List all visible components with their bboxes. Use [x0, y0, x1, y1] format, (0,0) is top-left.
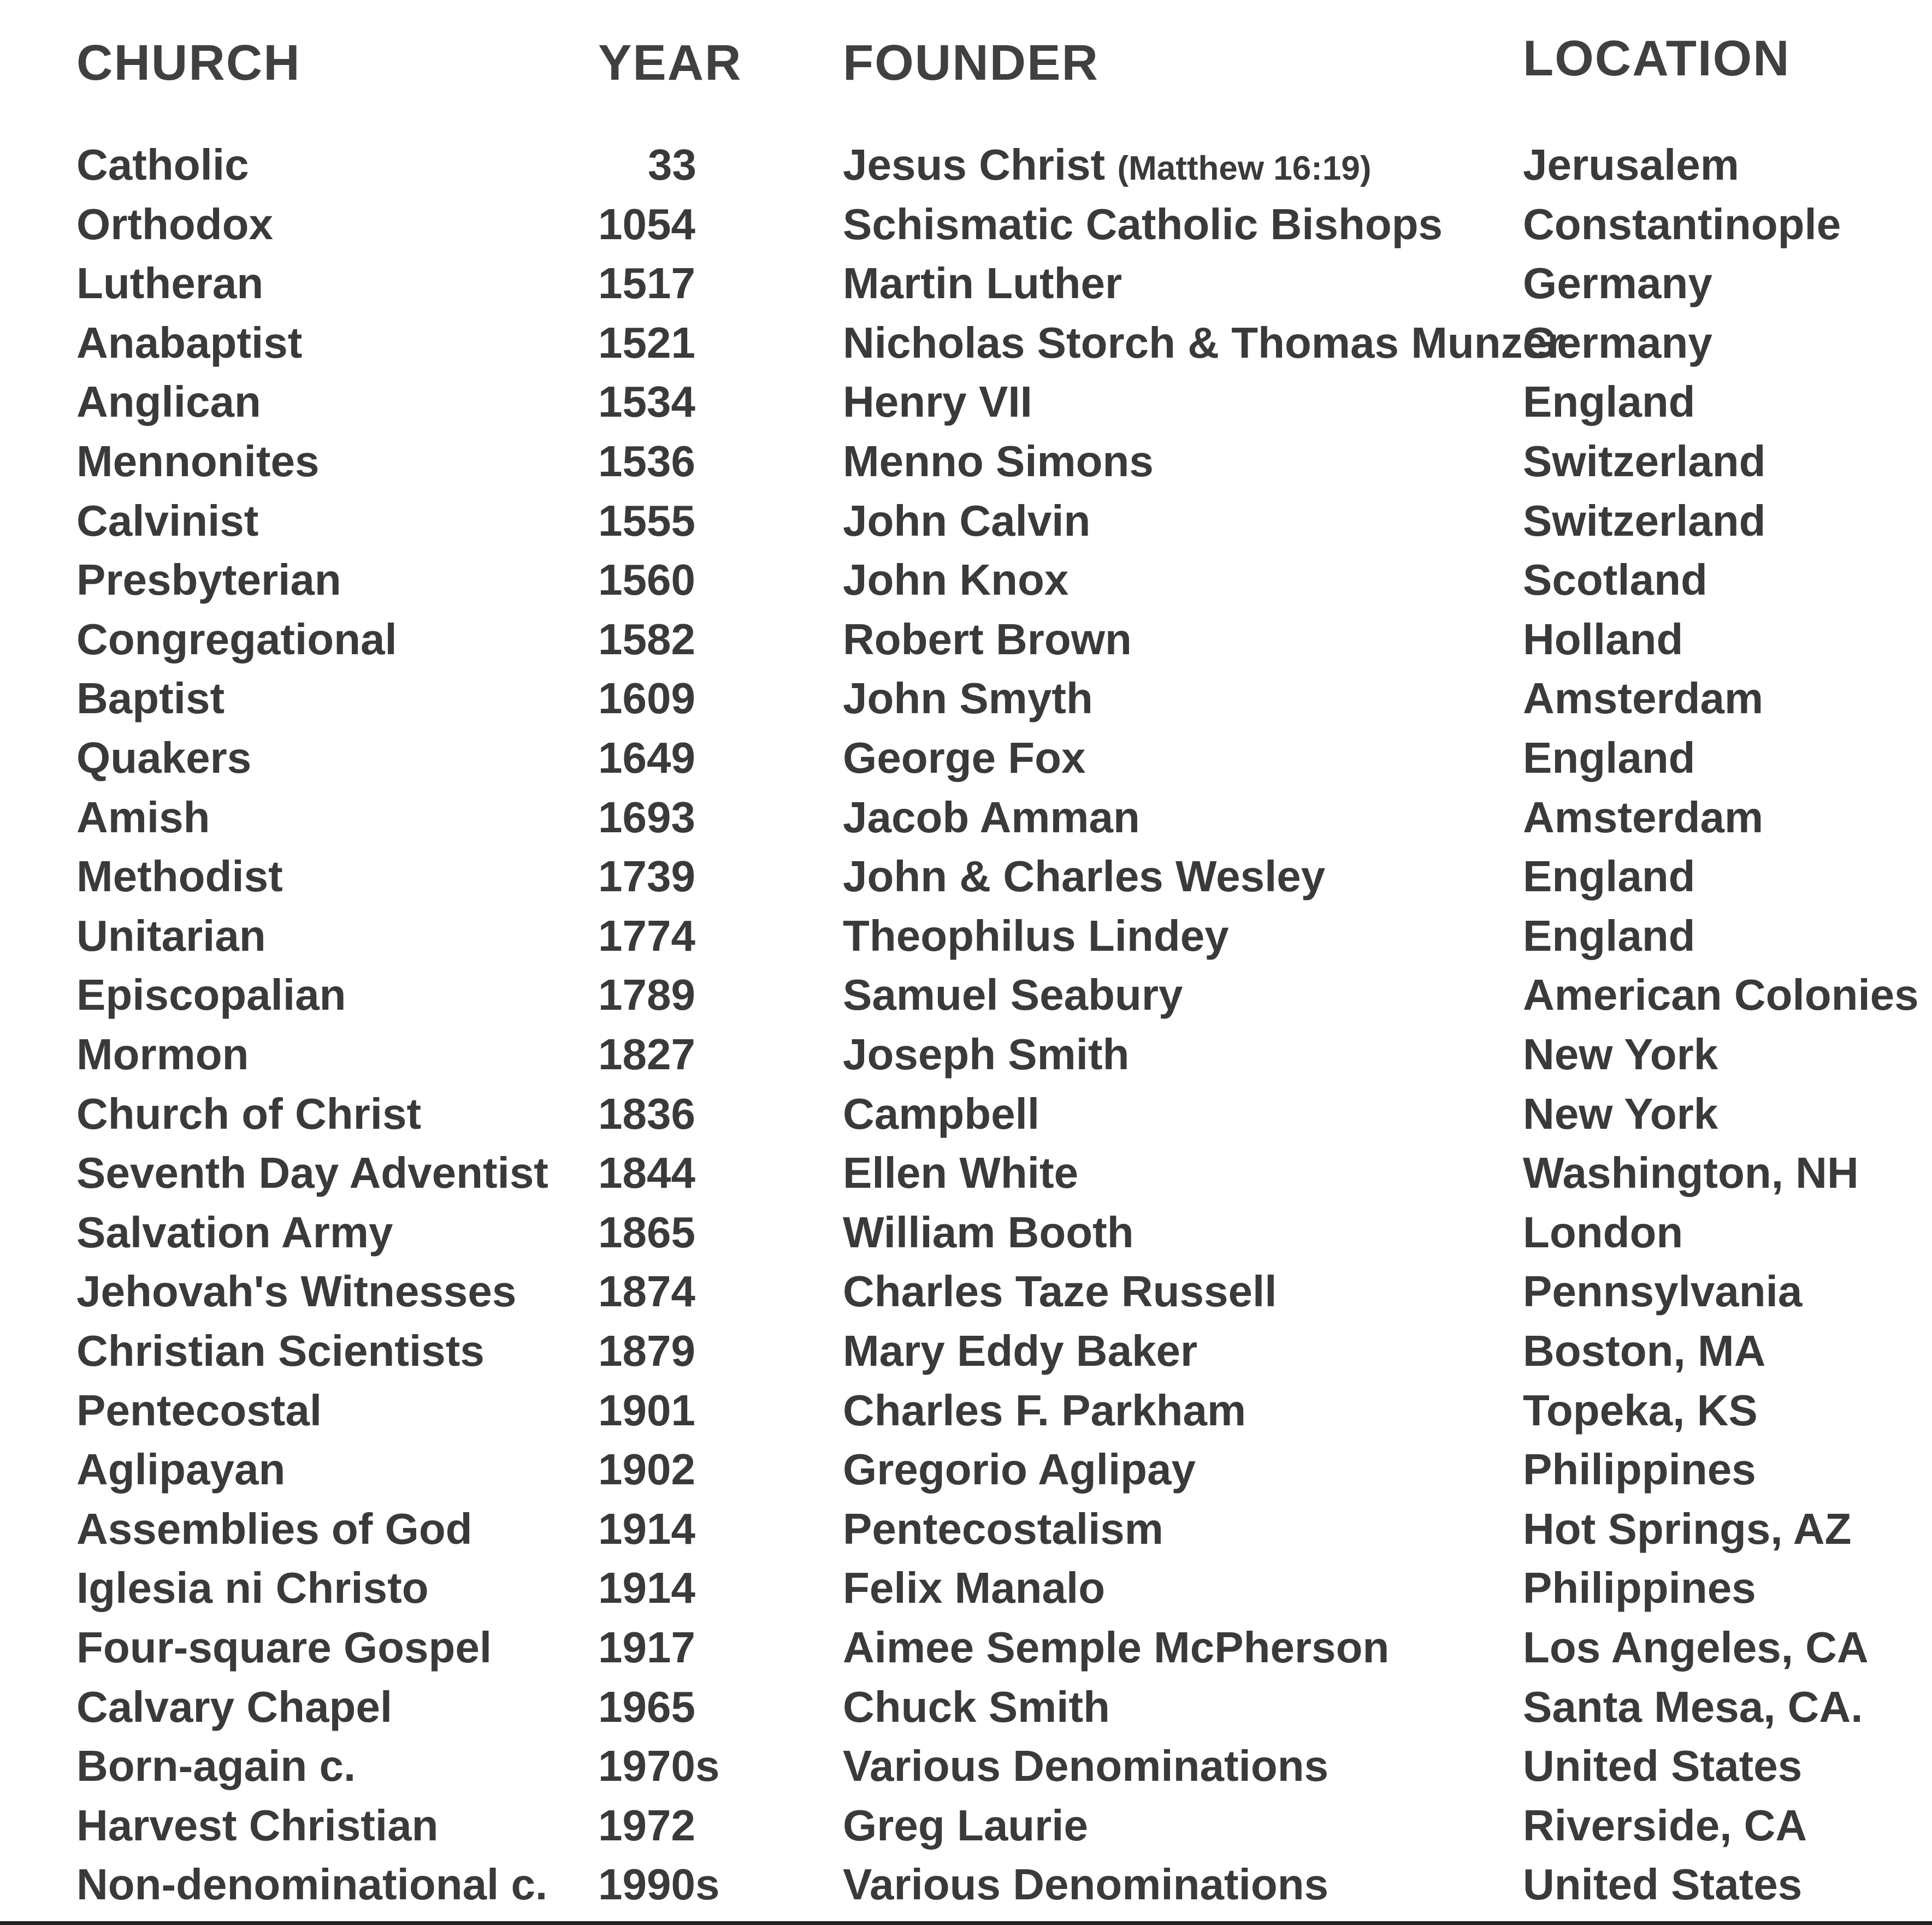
founder-name: Aimee Semple McPherson	[843, 1623, 1390, 1672]
cell-church: Christian Scientists	[76, 1326, 485, 1375]
table-row	[0, 847, 1932, 906]
cell-founder	[843, 1025, 1130, 1084]
cell-year: 1521	[598, 318, 695, 367]
cell-founder	[843, 195, 1443, 254]
cell-location: Boston, MA	[1523, 1326, 1766, 1375]
table-row	[0, 550, 1932, 609]
cell-year: 1534	[598, 377, 695, 426]
cell-year: 1836	[598, 1089, 695, 1138]
cell-year: 1914	[598, 1505, 695, 1553]
table-row	[0, 907, 1932, 966]
header-year: YEAR	[598, 35, 742, 91]
cell-church: Quakers	[76, 733, 252, 782]
cell-founder	[843, 907, 1229, 966]
cell-church: Mormon	[76, 1030, 249, 1079]
cell-location: Scotland	[1523, 555, 1708, 604]
cell-church: Calvinist	[76, 496, 259, 545]
cell-year: 1965	[598, 1683, 695, 1731]
cell-year: 1582	[598, 615, 695, 664]
cell-year: 1789	[598, 970, 695, 1019]
cell-location: England	[1523, 377, 1695, 426]
cell-church: Methodist	[76, 852, 283, 901]
header-church: CHURCH	[76, 35, 301, 91]
cell-year: 1054	[598, 200, 695, 248]
cell-church: Four-square Gospel	[76, 1623, 492, 1672]
cell-year: 1914	[598, 1563, 695, 1612]
cell-year: 1739	[598, 852, 695, 901]
founder-name: John Smyth	[843, 674, 1093, 722]
cell-year: 1774	[598, 911, 695, 960]
cell-founder	[843, 1440, 1196, 1499]
cell-founder	[843, 1144, 1078, 1203]
cell-location: Amsterdam	[1523, 674, 1764, 722]
table-row	[0, 254, 1932, 313]
cell-founder	[843, 1203, 1134, 1262]
cell-year: 1609	[598, 674, 695, 722]
cell-year: 1874	[598, 1267, 695, 1316]
cell-location: Philippines	[1523, 1445, 1756, 1494]
cell-location: Hot Springs, AZ	[1523, 1505, 1852, 1553]
cell-church: Anabaptist	[76, 318, 303, 367]
cell-church: Baptist	[76, 674, 225, 722]
table-row	[0, 1262, 1932, 1321]
cell-year: 33	[648, 140, 696, 189]
cell-church: Anglican	[76, 377, 261, 426]
cell-founder	[843, 1796, 1088, 1855]
cell-location: Germany	[1523, 259, 1712, 307]
cell-location: Los Angeles, CA	[1523, 1623, 1869, 1672]
cell-church: Unitarian	[76, 911, 266, 960]
cell-founder	[843, 1737, 1328, 1796]
cell-founder	[843, 669, 1093, 728]
cell-year: 1990s	[598, 1860, 720, 1909]
founder-name: John & Charles Wesley	[843, 852, 1326, 901]
cell-location: Pennsylvania	[1523, 1267, 1803, 1316]
table-row	[0, 1085, 1932, 1144]
table-row	[0, 1855, 1932, 1914]
cell-location: Topeka, KS	[1523, 1386, 1758, 1435]
cell-founder	[843, 491, 1090, 550]
founder-name: Chuck Smith	[843, 1683, 1110, 1731]
cell-church: Non-denominational c.	[76, 1860, 548, 1909]
cell-church: Born-again c.	[76, 1742, 356, 1790]
cell-founder	[843, 1262, 1277, 1321]
table-row	[0, 728, 1932, 787]
founder-name: Felix Manalo	[843, 1563, 1106, 1612]
cell-church: Jehovah's Witnesses	[76, 1267, 517, 1316]
cell-location: United States	[1523, 1860, 1803, 1909]
cell-location: Holland	[1523, 615, 1683, 664]
cell-location: Riverside, CA	[1523, 1801, 1807, 1850]
cell-year: 1902	[598, 1445, 695, 1494]
cell-founder	[843, 372, 1032, 431]
table-row	[0, 1203, 1932, 1262]
cell-year: 1536	[598, 437, 695, 485]
founder-name: Gregorio Aglipay	[843, 1445, 1196, 1494]
table-row	[0, 1381, 1932, 1440]
table-header	[0, 30, 1932, 96]
cell-year: 1555	[598, 496, 695, 545]
table-row	[0, 135, 1932, 194]
table-row	[0, 313, 1932, 372]
table-row	[0, 669, 1932, 728]
cell-church: Congregational	[76, 615, 397, 664]
cell-founder	[843, 313, 1564, 372]
founder-name: Pentecostalism	[843, 1505, 1163, 1553]
cell-church: Harvest Christian	[76, 1801, 439, 1850]
founder-name: Martin Luther	[843, 259, 1122, 307]
founder-name: Theophilus Lindey	[843, 911, 1229, 960]
cell-church: Calvary Chapel	[76, 1683, 393, 1731]
founder-name: William Booth	[843, 1208, 1134, 1257]
founder-note: (Matthew 16:19)	[1117, 150, 1372, 187]
cell-founder	[843, 1085, 1039, 1144]
cell-year: 1972	[598, 1801, 695, 1850]
cell-founder	[843, 1381, 1246, 1440]
header-founder: FOUNDER	[843, 35, 1099, 91]
founder-name: George Fox	[843, 733, 1086, 782]
table-row	[0, 1025, 1932, 1084]
table-row	[0, 372, 1932, 431]
cell-church: Catholic	[76, 140, 249, 189]
cell-founder	[843, 432, 1154, 491]
cell-church: Assemblies of God	[76, 1505, 472, 1553]
founder-name: Greg Laurie	[843, 1801, 1089, 1850]
header-location: LOCATION	[1523, 31, 1791, 86]
cell-location: England	[1523, 852, 1695, 901]
table-row	[0, 1618, 1932, 1677]
founder-name: Nicholas Storch & Thomas Munzer	[843, 318, 1564, 367]
cell-year: 1517	[598, 259, 695, 307]
cell-location: New York	[1523, 1089, 1718, 1138]
bottom-rule	[0, 1921, 1932, 1925]
cell-year: 1844	[598, 1148, 695, 1197]
table-row	[0, 1796, 1932, 1855]
cell-church: Mennonites	[76, 437, 320, 485]
table-row	[0, 1144, 1932, 1203]
cell-church: Amish	[76, 793, 210, 842]
founder-name: Mary Eddy Baker	[843, 1326, 1198, 1375]
cell-church: Salvation Army	[76, 1208, 393, 1257]
cell-church: Church of Christ	[76, 1089, 422, 1138]
cell-year: 1649	[598, 733, 695, 782]
cell-founder	[843, 1322, 1197, 1381]
cell-location: England	[1523, 911, 1695, 960]
cell-location: London	[1523, 1208, 1683, 1257]
cell-founder	[843, 1559, 1105, 1618]
founder-name: Ellen White	[843, 1148, 1079, 1197]
cell-church: Orthodox	[76, 200, 273, 248]
founder-name: Charles Taze Russell	[843, 1267, 1277, 1316]
founder-name: Schismatic Catholic Bishops	[843, 200, 1443, 248]
cell-location: Germany	[1523, 318, 1712, 367]
founder-name: Charles F. Parkham	[843, 1386, 1246, 1435]
cell-founder	[843, 1618, 1389, 1677]
cell-year: 1879	[598, 1326, 695, 1375]
table-row	[0, 1440, 1932, 1499]
table-row	[0, 788, 1932, 847]
cell-church: Iglesia ni Christo	[76, 1563, 429, 1612]
cell-church: Episcopalian	[76, 970, 346, 1019]
cell-founder	[843, 1500, 1163, 1559]
table-row	[0, 1559, 1932, 1618]
cell-location: Amsterdam	[1523, 793, 1764, 842]
table-row	[0, 491, 1932, 550]
cell-founder	[843, 728, 1086, 787]
founder-name: Jesus Christ	[843, 140, 1106, 189]
cell-location: Switzerland	[1523, 496, 1766, 545]
cell-founder	[843, 1855, 1328, 1914]
cell-year: 1901	[598, 1386, 695, 1435]
founder-name: Samuel Seabury	[843, 970, 1183, 1019]
cell-church: Aglipayan	[76, 1445, 286, 1494]
founder-name: Joseph Smith	[843, 1030, 1130, 1079]
table-row	[0, 1500, 1932, 1559]
cell-church: Pentecostal	[76, 1386, 322, 1435]
cell-location: New York	[1523, 1030, 1718, 1079]
cell-year: 1970s	[598, 1742, 720, 1790]
table-row	[0, 195, 1932, 254]
cell-location: Philippines	[1523, 1563, 1756, 1612]
cell-church: Presbyterian	[76, 555, 341, 604]
cell-location: Jerusalem	[1523, 140, 1739, 189]
founder-name: John Knox	[843, 555, 1069, 604]
cell-church: Lutheran	[76, 259, 264, 307]
founder-name: John Calvin	[843, 496, 1091, 545]
cell-year: 1560	[598, 555, 695, 604]
founder-name: Various Denominations	[843, 1742, 1329, 1790]
founder-name: Various Denominations	[843, 1860, 1329, 1909]
founder-name: Robert Brown	[843, 615, 1132, 664]
founder-name: Henry VII	[843, 377, 1032, 426]
cell-location: Washington, NH	[1523, 1148, 1859, 1197]
cell-founder	[843, 550, 1068, 609]
table-row	[0, 610, 1932, 669]
cell-year: 1917	[598, 1623, 695, 1672]
cell-location: Switzerland	[1523, 437, 1766, 485]
table-row	[0, 432, 1932, 491]
cell-year: 1693	[598, 793, 695, 842]
cell-founder	[843, 610, 1132, 669]
cell-founder	[843, 966, 1183, 1024]
cell-location: American Colonies	[1523, 970, 1919, 1019]
cell-location: United States	[1523, 1742, 1803, 1790]
cell-year: 1827	[598, 1030, 695, 1079]
cell-location: Santa Mesa, CA.	[1523, 1683, 1863, 1731]
cell-founder	[843, 847, 1325, 906]
cell-location: England	[1523, 733, 1695, 782]
cell-year: 1865	[598, 1208, 695, 1257]
table-row	[0, 1678, 1932, 1737]
cell-founder	[843, 1678, 1110, 1737]
cell-founder	[843, 254, 1122, 313]
cell-church: Seventh Day Adventist	[76, 1148, 548, 1197]
founder-name: Campbell	[843, 1089, 1040, 1138]
table-row	[0, 1322, 1932, 1381]
cell-founder	[843, 135, 1372, 198]
founder-name: Menno Simons	[843, 437, 1154, 485]
table-row	[0, 966, 1932, 1024]
cell-location: Constantinople	[1523, 200, 1841, 248]
cell-founder	[843, 788, 1140, 847]
table-row	[0, 1737, 1932, 1796]
founder-name: Jacob Amman	[843, 793, 1140, 842]
